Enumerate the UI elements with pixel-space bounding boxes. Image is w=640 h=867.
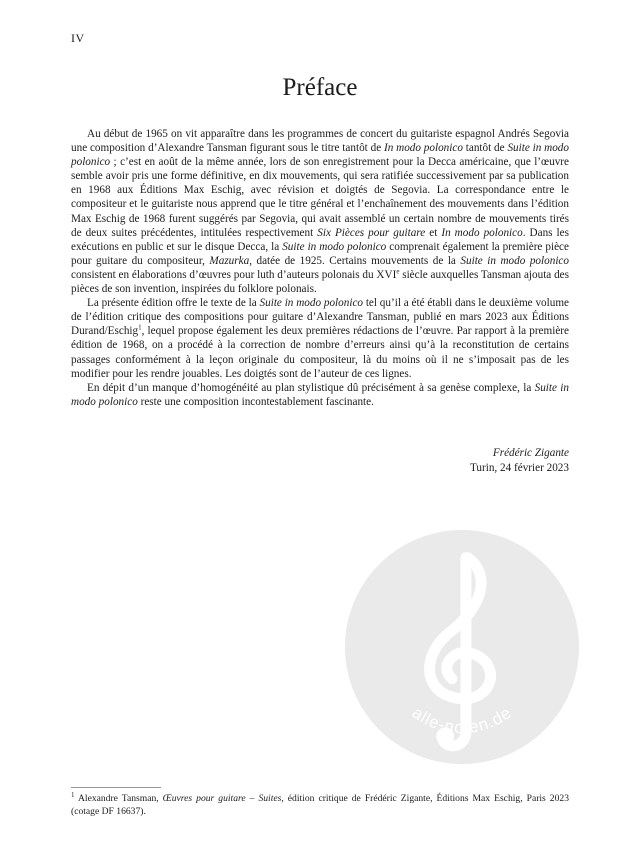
superscript: 1: [71, 790, 75, 799]
superscript: 1: [138, 323, 142, 332]
footnote: [71, 790, 569, 818]
italic-text: Mazurka: [209, 254, 250, 267]
text-run: tantôt de: [462, 142, 508, 155]
text-run: ; c’est en août de la même année, lors de son enregistrement pour la Decca américaine, que l’œuvre semble avoir pris une forme définitive, en dix mouvements, qui sera ratifiée successivement par sa publication en 1968 aux Éditions Max Eschig, avec révision et doigtés de Segovia. La correspondance entre le compositeur et le guitariste nous apprend que le titre général et l’enchaînement des mouvements dans l’édition Max Eschig de 1968 furent suggérés par Segovia, qui avait assemblé un certain nombre de mouvements tirés de deux suites précédentes, intitulées respectivement: [71, 156, 569, 239]
text-run: , édition critique de Frédéric Zigante, Éditions Max Eschig, Paris 2023 (cotage DF 16637).: [71, 793, 569, 817]
text-run: , lequel propose également les deux premières rédactions de l’œuvre. Par rapport à la première édition de 1968, on a procédé à la correction de nombre d’erreurs ainsi qu’à la reconstitution de certains passages conformément à la leçon originale du compositeur, là du moins où il ne s’imposait pas de les modifier pour les rendre jouables. Les doigtés sont de l’auteur de ces lignes.: [71, 325, 569, 380]
preface-body: [71, 127, 569, 409]
author-name: Frédéric Zigante: [492, 447, 569, 459]
watermark-logo: [343, 528, 581, 766]
italic-text: Suite in modo polonico: [259, 297, 364, 310]
italic-text: Six Pièces pour guitare: [317, 226, 426, 239]
italic-text: Œuvres pour guitare – Suites: [162, 793, 282, 804]
text-run: Alexandre Tansman,: [74, 793, 163, 804]
italic-text: In modo polonico: [441, 226, 523, 239]
text-run: La présente édition offre le texte de la: [87, 297, 260, 310]
text-run: Au début de 1965 on vit apparaître dans les programmes de concert du guitariste espagnol Andrés Segovia une composition d’Alexandre Tansman figurant sous le titre tantôt de: [71, 128, 569, 155]
paragraph: [71, 127, 569, 296]
text-run: En dépit d’un manque d’homogénéité au plan stylistique dû précisément à sa genèse complexe, la: [87, 381, 535, 394]
text-run: consistent en élaborations d’œuvres pour luth d’auteurs polonais du XVI: [71, 268, 397, 281]
paragraph: [71, 296, 569, 381]
watermark-text: alle-noten.de: [408, 702, 516, 738]
footnote-rule: [71, 787, 161, 788]
page-number: IV: [71, 31, 85, 45]
text-run: reste une composition incontestablement fascinante.: [137, 395, 374, 408]
italic-text: Suite in modo polonico: [71, 381, 569, 408]
text-run: siècle auxquelles Tansman ajouta des pièces de son invention, inspirées du folklore polonais.: [71, 268, 569, 296]
place-date: Turin, 24 février 2023: [469, 462, 569, 474]
italic-text: Suite in modo polonico: [71, 142, 569, 169]
page-title: Préface: [282, 74, 358, 101]
text-run: , datée de 1925. Certains mouvements de la: [249, 254, 461, 267]
superscript: e: [396, 267, 400, 276]
italic-text: Suite in modo polonico: [460, 254, 569, 267]
signature-block: [470, 446, 569, 476]
text-run: et: [425, 226, 442, 239]
text-run: . Dans les exécutions en public et sur le disque Decca, la: [71, 226, 569, 253]
paragraph: [71, 381, 569, 409]
italic-text: In modo polonico: [383, 142, 463, 155]
italic-text: Suite in modo polonico: [282, 240, 387, 253]
text-run: comprenait également la première pièce pour guitare du compositeur,: [71, 240, 569, 267]
text-run: tel qu’il a été établi dans le deuxième volume de l’édition critique des compositions pour guitare d’Alexandre Tansman, publié en mars 2023 aux Éditions Durand/Eschig: [71, 297, 570, 338]
